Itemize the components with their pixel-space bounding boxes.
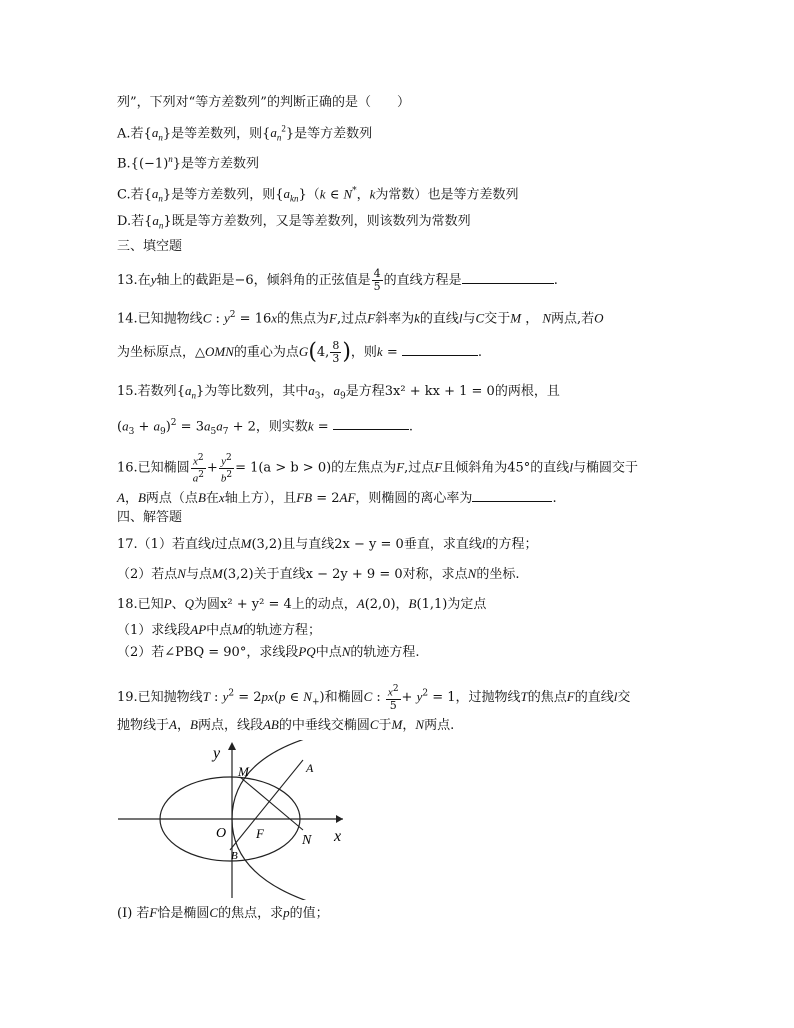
option-b: $B.\{(-1)^n\}$是等方差数列 [117,154,260,172]
q17-l1-post: 垂直，求直线 [403,537,482,552]
label-n: N [302,833,312,848]
q19-sub1-end: 的值； [289,906,329,921]
option-c-mid: 是等方差数列，则 [171,187,276,203]
label-x: x [334,828,342,845]
x-axis-arrow [336,815,343,823]
parabola-upper [232,740,314,819]
section-answer-heading [117,509,182,527]
q14-g-num: 8 [332,339,340,352]
option-b-post: 是等方差数列 [181,156,260,172]
q19-l1-mid: 和椭圆 [324,689,364,705]
q18-l1-eq: x² + y² = 4 [220,597,292,612]
q15-mid2: 是方程 [345,384,385,399]
q16-line2-d: ，则椭圆的离心率为 [355,491,473,506]
q13-mid2: ，倾斜角的正弦值是 [253,273,371,288]
q18-l3-pre: （2）若 [117,645,165,660]
option-d: D.若$\{a_n\}$既是等方差数列，又是等差数列，则该数列为常数列 [117,213,471,231]
label-m: M [238,764,249,779]
intro-line [117,94,410,112]
label-a: A [306,761,314,775]
q18-line1: 18.已知P、Q为圆x² + y² = 4上的动点，A(2,0)，B(1,1)为定点 [117,596,487,612]
q19-sub1-mid: 恰是椭圆 [157,906,210,921]
q16-pre: 16.已知椭圆 [117,460,190,476]
q14-line2: 为坐标原点，△OMN的重心为点G(4, $\frac{8}{3}$ )，则k = . [117,339,483,365]
q16-mid2: ,过点 [404,460,435,476]
q17-l2-pre: （2）若点 [117,567,178,582]
q14-answer-blank[interactable] [402,343,478,356]
q19-line2: 抛物线于A，B两点，线段AB的中垂线交椭圆C于M，N两点. [117,717,455,733]
q16-line1: 16.已知椭圆 $\frac{x^2}{a^2}$ + $\frac{y^2}{b^2}$ = 1(a > b > 0)的左焦点为F,过点F且倾斜角为45°的直线l与椭圆交于 [117,453,638,485]
q17-l2-post: 对称，求点 [402,567,468,582]
q16-mid4: 的直线 [530,460,570,476]
q14-line2-post: ，则 [350,345,377,360]
q13-num: 4 [373,267,381,280]
q18-l1-pre: 18.已知 [117,597,164,612]
q15-post: 的两根，且 [494,384,560,399]
intro-text: 列”，下列对“等方差数列”的判断正确的是（ ） [117,95,410,110]
q19-l1-mid3: 的直线 [574,689,614,705]
q19-line1: 19.已知抛物线T : $y^2 = 2px(p$ ∈ $N_+$)和椭圆C : $\frac{x^2}{5}$ + $y^2 = 1$，过抛物线T的焦点F的直线l交 [117,684,631,712]
q14-mid4: 的直线 [419,311,459,327]
label-f: F [256,826,264,841]
q18-l1-end: 为定点 [447,597,487,612]
q17-l1-end: 的方程； [485,537,538,552]
q16-line2-a: 两点（点 [145,491,198,506]
q19-l1-pre: 19.已知抛物线 [117,689,203,705]
option-c: C.若$\{a_n\}$是等方差数列，则$\{a_{kn}\}(k$ ∈ N*，k为常数）也是等方差数列 [117,186,519,204]
q13-pre: 13.在 [117,273,151,288]
q14-mid7: 两点,若 [551,311,595,327]
option-a-post: 是等方差数列 [294,126,373,142]
option-c-prefix: C.若 [117,187,144,203]
q16-mid5: 与椭圆交于 [572,460,638,476]
q15-line1: 15.若数列$\{a_n\}$为等比数列，其中$a_3$，$a_9$是方程3x² + kx + 1 = 0的两根，且 [117,383,560,402]
q17-l2-mid: 与点 [185,567,212,582]
q16-frac-y: $\frac{y^2}{b^2}$ [220,453,233,485]
section-fill-text: 三、填空题 [117,239,183,254]
label-b: B [231,850,238,862]
q15-pre: 15.若数列 [117,384,177,399]
q16-line2-c: 轴上方），且 [224,491,297,506]
q18-l1-mid: 为圆 [194,597,221,612]
q14-mid1: 的焦点为 [277,311,330,327]
option-a-prefix: A.若 [117,126,144,142]
q18-l3-end: 的轨迹方程. [350,645,420,660]
q17-l2-mid2: 关于直线 [253,567,306,582]
q19-sub1: (I) 若F恰是椭圆C的焦点，求p的值； [117,905,329,921]
q14-mid6: 交于 [484,311,511,327]
q15-answer-blank[interactable] [333,417,409,430]
q14-line2-mid: 的重心为点 [233,345,299,360]
q13-fraction [372,268,383,293]
parabola-lower [232,819,310,900]
q14-line1: 14.已知抛物线C : $y^2 = 16x$的焦点为F,过点F斜率为k的直线l与C交于M ， N两点,若O [117,310,604,327]
q19-ellipse-frac: $\frac{x^2}{5}$ [387,684,399,712]
q17-l2-eq: x − 2y + 9 = 0 [305,567,403,582]
section-fill-heading [117,238,182,256]
q14-g-fraction [330,340,341,365]
q17-line1: 17.（1）若直线l过点M(3,2)且与直线2x − y = 0垂直，求直线l的方程； [117,536,538,552]
q13-val: −6 [234,273,254,288]
q16-answer-blank[interactable] [472,489,552,502]
q18-l1-post: 上的动点， [291,597,357,612]
option-c-post: 也是等方差数列 [427,187,519,203]
q18-l3-mid2: 中点 [315,645,342,660]
q19-l1-mid2: 的焦点 [527,689,567,705]
q18-l2-end: 的轨迹方程； [243,623,322,638]
q19-l1-post: ，过抛物线 [455,689,521,705]
option-c-cond-open: （ [306,187,320,203]
q17-l1-eq: 2x − y = 0 [334,537,404,552]
q16-mid: 的左焦点为 [331,460,397,476]
q14-line2-pre: 为坐标原点， [117,345,196,360]
option-d-post: 既是等方差数列，又是等差数列，则该数列为常数列 [171,214,471,229]
q16-line2: A，B两点（点B在x轴上方），且FB = 2AF，则椭圆的离心率为 . [117,490,557,506]
q17-l1-mid: 过点 [214,537,241,552]
q19-sub1-pre: (I) 若 [117,906,150,921]
q16-line2-b: 在 [205,491,219,506]
q19-l2-pre: 抛物线于 [117,718,170,733]
label-o: O [216,826,227,841]
q19-l2-mid: 两点，线段 [197,718,263,733]
section-answer-text: 四、解答题 [117,510,183,525]
q14-g-den: 3 [332,352,340,365]
q16-angle: 45° [507,460,531,476]
option-a: A.若$\{a_n\}$是等差数列，则$\{a_n^2\}$是等方差数列 [117,124,373,143]
q17-line2: （2）若点N与点M(3,2)关于直线x − 2y + 9 = 0对称，求点N的坐标. [117,566,520,582]
q15-line2: $(a_3 + a_9)^2 = 3a_5a_7 + 2$，则实数k = . [117,418,413,437]
q14-mid2: ,过点 [336,311,368,327]
option-a-mid: 是等差数列，则 [171,126,263,142]
q14-mid3: 斜率为 [375,311,415,327]
q19-l2-mid3: 于 [378,718,392,733]
q13-answer-blank[interactable] [462,271,554,284]
q14-pre: 14.已知抛物线 [117,311,203,327]
q18-line3: （2）若∠PBQ = 90°，求线段PQ中点N的轨迹方程. [117,644,420,660]
q15-mid: 为等比数列，其中 [204,384,309,399]
q18-l2-pre: （1）求线段 [117,623,191,638]
q17-l1-pre: 17.（1）若直线 [117,537,211,552]
q17-l2-end: 的坐标. [476,567,520,582]
q18-l2-mid: 中点 [206,623,233,638]
q19-l1-end: 交 [617,689,631,705]
option-c-cond-sep: ， [356,187,370,203]
q19-l2-mid2: 的中垂线交椭圆 [278,718,370,733]
q13-den: 5 [373,280,381,293]
ellipse-parabola-figure [118,740,358,900]
q15-eq: 3x² + kx + 1 = 0 [384,384,495,399]
q16-cond: (a > b > 0) [258,460,332,476]
label-y: y [213,745,221,762]
q19-sub1-mid2: 的焦点，求 [218,906,284,921]
q18-l3-mid: ，求线段 [246,645,299,660]
q13: 13.在y轴上的截距是−6，倾斜角的正弦值是 $\frac{4}{5}$ 的直线方程是 . [117,267,558,293]
q13-post: 的直线方程是 [383,273,462,288]
y-axis-arrow [228,742,236,750]
q18-line2: （1）求线段AP中点M的轨迹方程； [117,622,322,638]
q17-l1-mid2: 且与直线 [282,537,335,552]
q13-mid: 轴上的截距是 [156,273,235,288]
q19-l2-end: 两点. [424,718,455,733]
q14-mid5: 与 [462,311,476,327]
q15-line2-post: ，则实数 [255,419,308,435]
q16-mid3: 且倾斜角为 [442,460,508,476]
option-d-prefix: D.若 [117,214,145,229]
q16-frac-x: $\frac{x^2}{a^2}$ [192,453,204,485]
q18-l3-angle: ∠PBQ = 90° [164,645,247,660]
option-c-cond-tail: 为常数） [375,187,428,203]
